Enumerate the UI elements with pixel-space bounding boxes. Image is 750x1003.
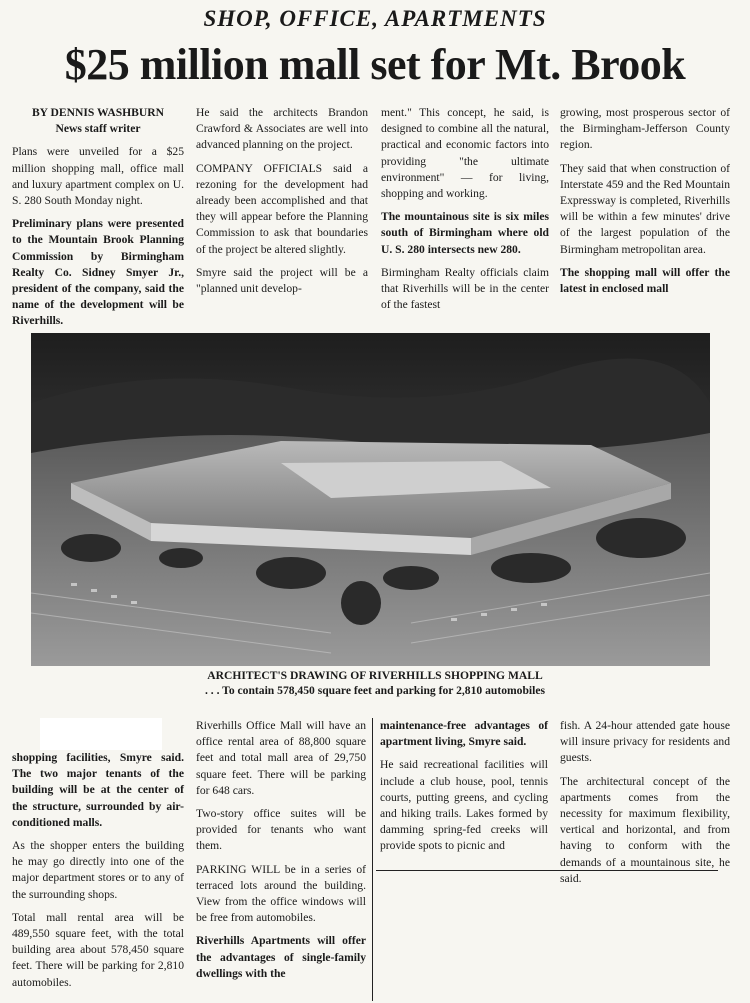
main-headline: $25 million mall set for Mt. Brook <box>64 40 686 89</box>
paragraph: growing, most prosperous sector of the Birmingham-Jefferson County region. <box>560 106 730 152</box>
paragraph: They said that when construction of Interstate 459 and the Red Mountain Expressway is completed, Riverhills will be within a few minutes' drive of the largest population of the Birmingham metropolitan area. <box>560 161 730 256</box>
paragraph: Birmingham Realty officials claim that Riverhills will be in the center of the fastest <box>381 265 549 312</box>
bottom-column-3 <box>380 718 548 862</box>
paragraph: fish. A 24-hour attended gate house will insure privacy for residents and guests. <box>560 719 730 765</box>
paragraph: The mountainous site is six miles south of Birmingham where old U. S. 280 intersects new 280. <box>381 210 549 256</box>
architect-drawing-image <box>31 333 710 666</box>
paragraph: He said the architects Brandon Crawford & Associates are well into advanced planning on the project. <box>196 106 368 152</box>
photo-caption <box>0 668 750 698</box>
paragraph: shopping facilities, Smyre said. The two major tenants of the building will be at the center of the structure, surrounded by air-conditioned malls. <box>12 751 184 829</box>
paragraph: The shopping mall will offer the latest in enclosed mall <box>560 265 730 296</box>
byline-title: News staff writer <box>55 122 141 136</box>
caption-subtitle: . . . To contain 578,450 square feet and parking for 2,810 automobiles <box>204 684 545 697</box>
bottom-column-4 <box>560 718 730 894</box>
white-patch <box>40 718 162 750</box>
paragraph: He said recreational facilities will include a club house, pool, tennis courts, putting greens, and cycling and hiking trails. Lakes formed by damming spring-fed creeks will provide spots to picnic and <box>380 758 548 853</box>
kicker-headline: SHOP, OFFICE, APARTMENTS <box>203 6 547 31</box>
top-column-1 <box>12 105 184 337</box>
column-rule <box>372 718 373 1001</box>
paragraph: maintenance-free advantages of apartment living, Smyre said. <box>380 719 548 749</box>
paragraph: Two-story office suites will be provided for tenants who want them. <box>196 807 366 853</box>
paragraph: COMPANY OFFICIALS said a rezoning for the development had already been accomplished and that they will appear before the Planning Commission to ask that boundaries of the project be altered slightly. <box>196 161 368 256</box>
byline-name: BY DENNIS WASHBURN <box>31 106 165 119</box>
paragraph: As the shopper enters the building he may go directly into one of the major department stores or to any of the surrounding shops. <box>12 839 184 901</box>
top-column-4 <box>560 105 730 304</box>
top-column-2 <box>196 105 368 304</box>
paragraph: ment." This concept, he said, is designed to combine all the natural, practical and economic factors into providing "the ultimate environment" — for living, shopping and working. <box>381 106 549 201</box>
paragraph: Total mall rental area will be 489,550 square feet, with the total building area about 578,450 square feet. There will be parking for 2,810 automobiles. <box>12 910 184 989</box>
paragraph: Riverhills Apartments will offer the advantages of single-family dwellings with the <box>196 934 366 980</box>
paragraph: Plans were unveiled for a $25 million shopping mall, office mall and luxury apartment complex on U. S. 280 South Monday night. <box>12 145 184 208</box>
paragraph: PARKING WILL be in a series of terraced lots around the building. View from the office windows will be free from automobiles. <box>196 862 366 925</box>
paragraph: Preliminary plans were presented to the Mountain Brook Planning Commission by Birmingham Realty Co. Sidney Smyer Jr., president of the company, said the name of the development will be Riverhills. <box>12 217 184 328</box>
bottom-column-1 <box>12 750 184 998</box>
paragraph: Smyre said the project will be a "planned unit develop- <box>196 265 368 296</box>
article-end-rule <box>376 870 718 871</box>
paragraph: Riverhills Office Mall will have an office rental area of 88,800 square feet and total mall area of 29,750 square feet. There will be parking for 648 cars. <box>196 719 366 797</box>
paragraph: The architectural concept of the apartments comes from the necessity for maximum flexibility, vertical and horizontal, and from having to conform with the demands of a mountainous site, he said. <box>560 774 730 885</box>
top-column-3 <box>381 105 549 320</box>
bottom-column-2 <box>196 718 366 989</box>
caption-title: ARCHITECT'S DRAWING OF RIVERHILLS SHOPPING MALL <box>207 669 543 682</box>
